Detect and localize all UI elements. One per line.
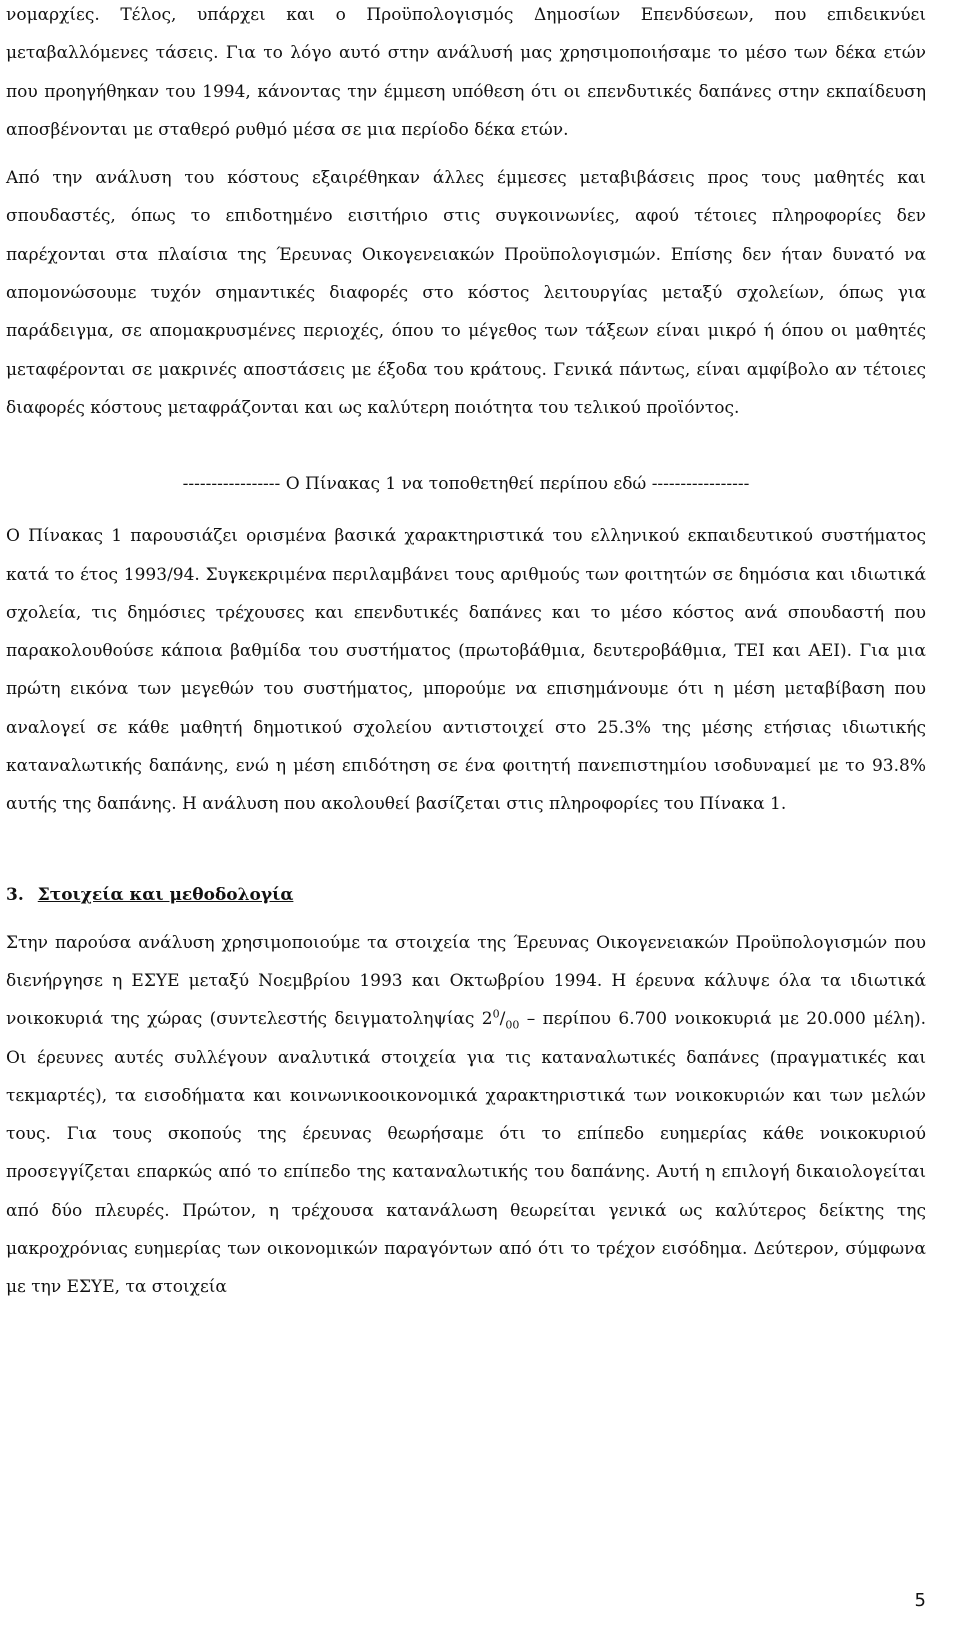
page-number: 5 bbox=[914, 1590, 926, 1611]
paragraph-table-description: Ο Πίνακας 1 παρουσιάζει ορισμένα βασικά χαρακτηριστικά του ελληνικού εκπαιδευτικού συστήματος κατά το έτος 1993/94. Συγκεκριμένα περιλαμβάνει τους αριθμούς των φοιτητών σε δημόσια και ιδιωτικά σχολεία, τις δημόσιες τρέχουσες και επενδυτικές δαπάνες και το μέσο κόστος ανά σπουδαστή που παρακολουθούσε κάποια βαθμίδα του συστήματος (πρωτοβάθμια, δευτεροβάθμια, ΤΕΙ και ΑΕΙ). Για μια πρώτη εικόνα των μεγεθών του συστήματος, μπορούμε να επισημάνουμε ότι η μέση μεταβίβαση που αναλογεί σε κάθε μαθητή δημοτικού σχολείου αντιστοιχεί στο 25.3% της μέσης ετήσιας ιδιωτικής καταναλωτικής δαπάνης, ενώ η μέση επιδότηση σε ένα φοιτητή πανεπιστημίου ισοδυναμεί με το 93.8% αυτής της δαπάνης. Η ανάλυση που ακολουθεί βασίζεται στις πληροφορίες του Πίνακα 1. bbox=[6, 526, 926, 815]
per-mille-subscript: 00 bbox=[505, 1018, 520, 1032]
document-page bbox=[6, 0, 926, 1307]
paragraph-data-methodology bbox=[6, 924, 926, 1307]
table-placeholder-note: ----------------- Ο Πίνακας 1 να τοποθετηθεί περίπου εδώ ----------------- bbox=[182, 474, 750, 495]
section-heading bbox=[6, 876, 926, 914]
methodology-text-end: – περίπου 6.700 νοικοκυριά με 20.000 μέλη). Οι έρευνες αυτές συλλέγουν αναλυτικά στοιχεία για τις καταναλωτικές δαπάνες (πραγματικές και τεκμαρτές), τα εισοδήματα και κοινωνικοοικονομικά χαρακτηριστικά των νοικοκυριών και των μελών τους. Για τους σκοπούς της έρευνας θεωρήσαμε ότι το επίπεδο ευημερίας κάθε νοικοκυριού προσεγγίζεται επαρκώς από το επίπεδο της καταναλωτικής του δαπάνης. Αυτή η επιλογή δικαιολογείται από δύο πλευρές. Πρώτον, η τρέχουσα κατανάλωση θεωρείται γενικά ως καλύτερος δείκτης της μακροχρόνιας ευημερίας των οικονομικών παραγόντων από ότι το τρέχον εισόδημα. Δεύτερον, σύμφωνα με την ΕΣΥΕ, τα στοιχεία bbox=[6, 1009, 926, 1298]
paragraph-cost-exclusions: Από την ανάλυση του κόστους εξαιρέθηκαν άλλες έμμεσες μεταβιβάσεις προς τους μαθητές και σπουδαστές, όπως το επιδοτημένο εισιτήριο στις συγκοινωνίες, αφού τέτοιες πληροφορίες δεν παρέχονται στα πλαίσια της Έρευνας Οικογενειακών Προϋπολογισμών. Επίσης δεν ήταν δυνατό να απομονώσουμε τυχόν σημαντικές διαφορές στο κόστος λειτουργίας μεταξύ σχολείων, όπως για παράδειγμα, σε απομακρυσμένες περιοχές, όπου το μέγεθος των τάξεων είναι μικρό ή όπου οι μαθητές μεταφέρονται σε μακρινές αποστάσεις με έξοδα του κράτους. Γενικά πάντως, είναι αμφίβολο αν τέτοιες διαφορές κόστους μεταφράζονται και ως καλύτερη ποιότητα του τελικού προϊόντος. bbox=[6, 168, 926, 418]
per-mille-superscript: 0 bbox=[492, 1007, 500, 1021]
paragraph-budget-investment: νομαρχίες. Τέλος, υπάρχει και ο Προϋπολογισμός Δημοσίων Επενδύσεων, που επιδεικνύει μεταβαλλόμενες τάσεις. Για το λόγο αυτό στην ανάλυσή μας χρησιμοποιήσαμε το μέσο των δέκα ετών που προηγήθηκαν του 1994, κάνοντας την έμμεση υπόθεση ότι οι επενδυτικές δαπάνες στην εκπαίδευση αποσβένονται με σταθερό ρυθμό μέσα σε μια περίοδο δέκα ετών. bbox=[6, 5, 926, 140]
section-number: 3. bbox=[6, 884, 24, 905]
methodology-text-start: Στην παρούσα ανάλυση χρησιμοποιούμε τα στοιχεία της Έρευνας Οικογενειακών Προϋπολογισμών που διενήργησε η ΕΣΥΕ μεταξύ Νοεμβρίου 1993 και Οκτωβρίου 1994. Η έρευνα κάλυψε όλα τα ιδιωτικά νοικοκυριά της χώρας (συντελεστής δειγματοληψίας 2 bbox=[6, 932, 926, 1030]
per-mille-slash: / bbox=[499, 1009, 506, 1030]
section-title: Στοιχεία και μεθοδολογία bbox=[37, 884, 294, 905]
